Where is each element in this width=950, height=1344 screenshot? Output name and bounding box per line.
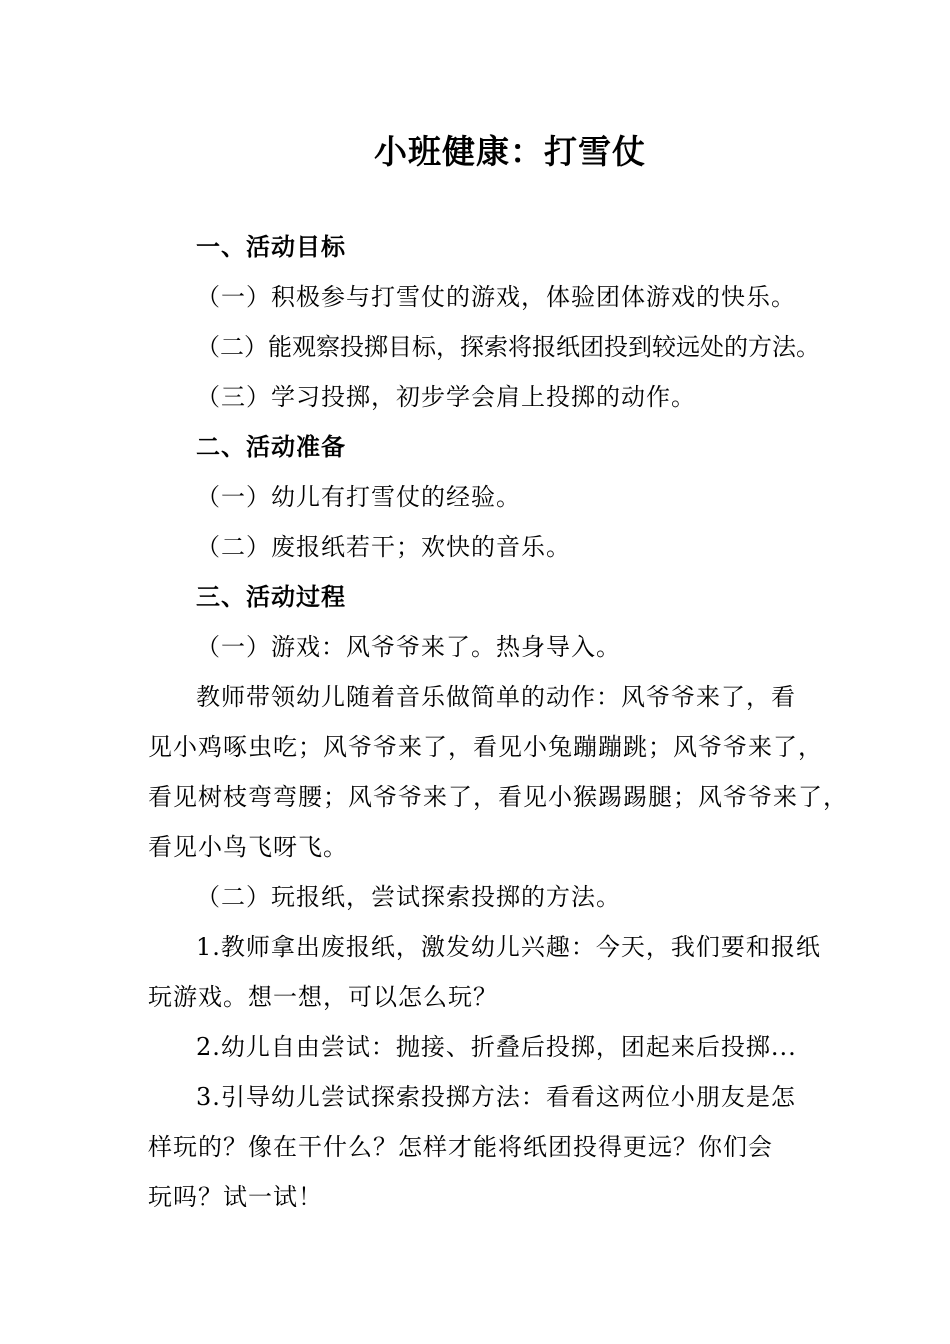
section-heading-preparation: 二、活动准备 [196, 432, 346, 461]
paragraph-line: 玩游戏。想一想，可以怎么玩？ [148, 983, 498, 1011]
paragraph-line: 看见小鸟飞呀飞。 [148, 833, 348, 861]
process-step-1-heading: （一）游戏：风爷爷来了。热身导入。 [196, 633, 621, 661]
goal-item-3: （三）学习投掷，初步学会肩上投掷的动作。 [196, 383, 696, 411]
paragraph-line: 3.引导幼儿尝试探索投掷方法：看看这两位小朋友是怎 [196, 1083, 796, 1111]
document-title: 小班健康：打雪仗 [374, 132, 646, 171]
section-heading-process: 三、活动过程 [196, 582, 346, 611]
paragraph-line: 看见树枝弯弯腰；风爷爷来了，看见小猴踢踢腿；风爷爷来了， [148, 783, 848, 811]
paragraph-line: 2.幼儿自由尝试：抛接、折叠后投掷，团起来后投掷... [196, 1033, 797, 1061]
goal-item-2: （二）能观察投掷目标，探索将报纸团投到较远处的方法。 [196, 333, 820, 361]
paragraph-line: 见小鸡啄虫吃；风爷爷来了，看见小兔蹦蹦跳；风爷爷来了， [148, 733, 823, 761]
preparation-item-1: （一）幼儿有打雪仗的经验。 [196, 483, 521, 511]
section-heading-goals: 一、活动目标 [196, 232, 346, 261]
paragraph-line: 1.教师拿出废报纸，激发幼儿兴趣：今天，我们要和报纸 [196, 933, 821, 961]
paragraph-line: 教师带领幼儿随着音乐做简单的动作：风爷爷来了，看 [196, 683, 796, 711]
preparation-item-2: （二）废报纸若干；欢快的音乐。 [196, 533, 571, 561]
paragraph-line: 玩吗？试一试！ [148, 1183, 323, 1211]
goal-item-1: （一）积极参与打雪仗的游戏，体验团体游戏的快乐。 [196, 283, 796, 311]
process-step-2-heading: （二）玩报纸，尝试探索投掷的方法。 [196, 883, 621, 911]
paragraph-line: 样玩的？像在干什么？怎样才能将纸团投得更远？你们会 [148, 1133, 773, 1161]
